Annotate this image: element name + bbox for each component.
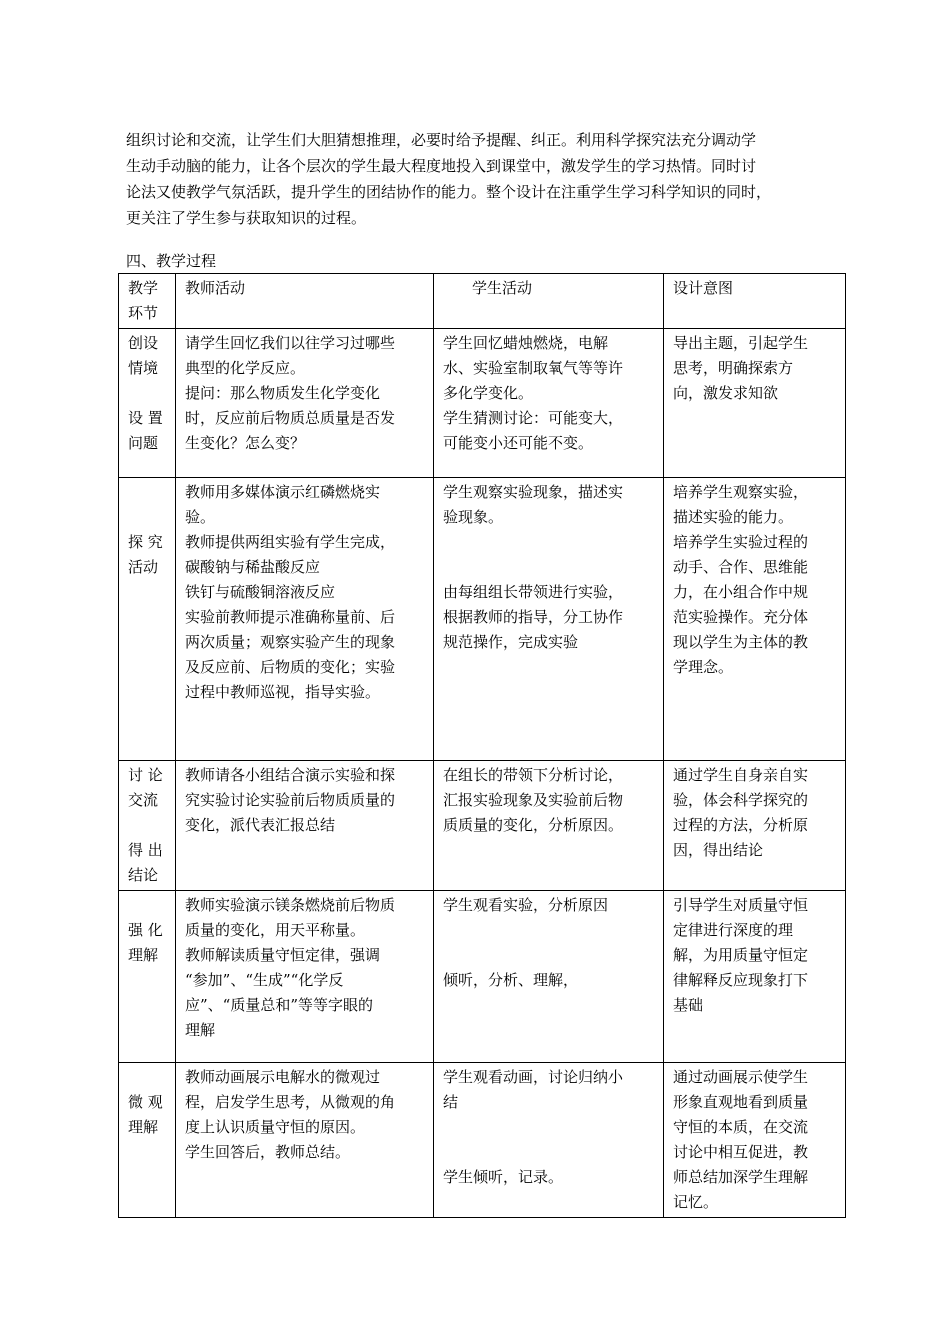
cell-teacher-activity-line: 度上认识质量守恒的原因。 — [185, 1118, 366, 1136]
table-row — [119, 329, 846, 478]
cell-teacher-activity-line: 铁钉与硫酸铜溶液反应 — [185, 583, 336, 601]
cell-teacher-activity-line: 究实验讨论实验前后物质质量的 — [185, 791, 396, 809]
cell-design-intent-line: 描述实验的能力。 — [673, 508, 794, 526]
cell-teacher-activity-line: 教师请各小组结合演示实验和探 — [185, 766, 396, 784]
cell-student-activity-line: 在组长的带领下分析讨论， — [443, 766, 624, 784]
cell-teacher-activity-line: 两次质量；观察实验产生的现象 — [185, 633, 396, 651]
cell-student-activity — [434, 891, 664, 1063]
cell-design-intent-line: 讨论中相互促进，教 — [673, 1143, 809, 1161]
cell-student-activity-line: 质质量的变化，分析原因。 — [443, 816, 624, 834]
cell-design-intent-line: 向，激发求知欲 — [673, 384, 779, 402]
cell-stage-line: 创设 — [128, 334, 159, 352]
cell-stage-line — [128, 1065, 166, 1090]
cell-teacher-activity-line: 请学生回忆我们以往学习过哪些 — [185, 334, 396, 352]
header-stage-line: 教学 — [128, 279, 159, 297]
cell-stage-line: 结论 — [128, 866, 159, 884]
cell-design-intent — [664, 478, 846, 761]
cell-student-activity-line — [443, 1115, 654, 1140]
cell-teacher-activity-line: 学生回答后，教师总结。 — [185, 1143, 351, 1161]
cell-stage-line: 问题 — [128, 434, 159, 452]
cell-teacher-activity — [176, 329, 434, 478]
cell-design-intent — [664, 1063, 846, 1218]
cell-teacher-activity-line: 提问：那么物质发生化学变化 — [185, 384, 381, 402]
cell-student-activity-line: 学生观看实验，分析原因 — [443, 896, 609, 914]
cell-student-activity-line: 根据教师的指导，分工协作 — [443, 608, 624, 626]
cell-stage-line: 理解 — [128, 946, 159, 964]
cell-student-activity-line: 由每组组长带领进行实验， — [443, 583, 624, 601]
cell-design-intent-line: 通过动画展示使学生 — [673, 1068, 809, 1086]
cell-stage-line: 探 究 — [128, 533, 163, 551]
intro-line: 论法又使教学气氛活跃，提升学生的团结协作的能力。整个设计在注重学生学习科学知识的同时， — [126, 183, 772, 201]
cell-student-activity-line — [443, 530, 654, 555]
cell-design-intent-line: 师总结加深学生理解 — [673, 1168, 809, 1186]
cell-student-activity-line: 汇报实验现象及实验前后物 — [443, 791, 624, 809]
cell-design-intent-line: 因，得出结论 — [673, 841, 764, 859]
table-row — [119, 891, 846, 1063]
cell-stage-line: 设 置 — [128, 409, 163, 427]
cell-teacher-activity-line: 理解 — [185, 1021, 216, 1039]
cell-student-activity-line: 规范操作，完成实验 — [443, 633, 579, 651]
cell-stage — [119, 329, 176, 478]
intro-paragraph — [126, 127, 848, 231]
cell-student-activity — [434, 761, 664, 891]
cell-stage-line: 活动 — [128, 558, 159, 576]
cell-stage — [119, 478, 176, 761]
cell-design-intent-line: 动手、合作、思维能 — [673, 558, 809, 576]
cell-stage — [119, 1063, 176, 1218]
header-student: 学生活动 — [434, 274, 664, 329]
cell-stage-line — [128, 813, 166, 838]
cell-design-intent — [664, 761, 846, 891]
cell-design-intent-line: 律解释反应现象打下 — [673, 971, 809, 989]
cell-teacher-activity-line: 应”、“质量总和”等等字眼的 — [185, 996, 374, 1014]
header-stage — [119, 274, 176, 329]
cell-student-activity-line: 可能变小还可能不变。 — [443, 434, 594, 452]
cell-student-activity-line: 学生猜测讨论：可能变大， — [443, 409, 624, 427]
cell-teacher-activity-line: 时，反应前后物质总质量是否发 — [185, 409, 396, 427]
cell-student-activity-line — [443, 555, 654, 580]
cell-teacher-activity-line: 典型的化学反应。 — [185, 359, 306, 377]
cell-student-activity-line: 学生倾听，记录。 — [443, 1168, 564, 1186]
cell-teacher-activity-line: 教师解读质量守恒定律，强调 — [185, 946, 381, 964]
cell-teacher-activity — [176, 1063, 434, 1218]
cell-stage-line: 情境 — [128, 359, 159, 377]
cell-design-intent-line: 记忆。 — [673, 1193, 719, 1211]
cell-teacher-activity-line: 过程中教师巡视，指导实验。 — [185, 683, 381, 701]
cell-teacher-activity-line: 教师实验演示镁条燃烧前后物质 — [185, 896, 396, 914]
cell-teacher-activity-line: 生变化？怎么变？ — [185, 434, 306, 452]
cell-design-intent-line: 力，在小组合作中规 — [673, 583, 809, 601]
cell-design-intent-line: 基础 — [673, 996, 704, 1014]
cell-student-activity-line — [443, 918, 654, 943]
cell-student-activity-line: 倾听，分析、理解， — [443, 971, 579, 989]
cell-student-activity — [434, 478, 664, 761]
cell-teacher-activity-line: 碳酸钠与稀盐酸反应 — [185, 558, 321, 576]
cell-design-intent-line: 范实验操作。充分体 — [673, 608, 809, 626]
cell-design-intent-line: 过程的方法，分析原 — [673, 816, 809, 834]
cell-teacher-activity-line: 教师提供两组实验有学生完成， — [185, 533, 396, 551]
cell-stage-line: 微 观 — [128, 1093, 163, 1111]
cell-student-activity-line: 结 — [443, 1093, 459, 1111]
cell-student-activity-line: 学生回忆蜡烛燃烧，电解 — [443, 334, 609, 352]
cell-stage-line — [128, 480, 166, 505]
table-row — [119, 1063, 846, 1218]
cell-design-intent-line: 现以学生为主体的教 — [673, 633, 809, 651]
cell-stage-line — [128, 893, 166, 918]
cell-stage — [119, 891, 176, 1063]
cell-teacher-activity-line: 及反应前、后物质的变化；实验 — [185, 658, 396, 676]
cell-student-activity-line: 水、实验室制取氧气等等许 — [443, 359, 624, 377]
cell-stage-line — [128, 381, 166, 406]
cell-design-intent-line: 培养学生实验过程的 — [673, 533, 809, 551]
header-intent: 设计意图 — [664, 274, 846, 329]
cell-design-intent-line: 定律进行深度的理 — [673, 921, 794, 939]
cell-design-intent-line: 验，体会科学探究的 — [673, 791, 809, 809]
cell-teacher-activity — [176, 761, 434, 891]
cell-stage-line: 理解 — [128, 1118, 159, 1136]
cell-stage-line — [128, 505, 166, 530]
header-stage-line: 环节 — [128, 304, 159, 322]
cell-teacher-activity-line: 变化，派代表汇报总结 — [185, 816, 336, 834]
cell-teacher-activity-line: 程，启发学生思考，从微观的角 — [185, 1093, 396, 1111]
cell-teacher-activity-line: 教师动画展示电解水的微观过 — [185, 1068, 381, 1086]
cell-teacher-activity-line: 验。 — [185, 508, 216, 526]
cell-student-activity — [434, 1063, 664, 1218]
section-heading: 四、教学过程 — [126, 252, 217, 270]
intro-line: 组织讨论和交流，让学生们大胆猜想推理，必要时给予提醒、纠正。利用科学探究法充分调动学 — [126, 131, 757, 149]
cell-student-activity-line: 验现象。 — [443, 508, 504, 526]
cell-design-intent-line: 守恒的本质，在交流 — [673, 1118, 809, 1136]
cell-design-intent-line: 形象直观地看到质量 — [673, 1093, 809, 1111]
intro-line: 生动手动脑的能力，让各个层次的学生最大程度地投入到课堂中，激发学生的学习热情。同时讨 — [126, 157, 757, 175]
cell-student-activity-line — [443, 943, 654, 968]
cell-teacher-activity-line: “参加”、“生成”“化学反 — [185, 971, 344, 989]
header-teacher: 教师活动 — [176, 274, 434, 329]
cell-student-activity-line: 学生观看动画，讨论归纳小 — [443, 1068, 624, 1086]
cell-stage-line: 讨 论 — [128, 766, 163, 784]
cell-stage-line: 得 出 — [128, 841, 163, 859]
cell-student-activity-line: 多化学变化。 — [443, 384, 534, 402]
cell-teacher-activity-line: 实验前教师提示准确称量前、后 — [185, 608, 396, 626]
cell-teacher-activity-line: 教师用多媒体演示红磷燃烧实 — [185, 483, 381, 501]
cell-design-intent-line: 学理念。 — [673, 658, 734, 676]
intro-line: 更关注了学生参与获取知识的过程。 — [126, 209, 367, 227]
teaching-process-table — [118, 273, 846, 1218]
cell-stage-line: 强 化 — [128, 921, 163, 939]
cell-stage-line: 交流 — [128, 791, 159, 809]
table-header-row — [119, 274, 846, 329]
cell-design-intent-line: 培养学生观察实验， — [673, 483, 809, 501]
cell-student-activity — [434, 329, 664, 478]
cell-design-intent — [664, 891, 846, 1063]
cell-student-activity-line: 学生观察实验现象，描述实 — [443, 483, 624, 501]
cell-design-intent — [664, 329, 846, 478]
cell-student-activity-line — [443, 1140, 654, 1165]
table-row — [119, 478, 846, 761]
cell-teacher-activity — [176, 891, 434, 1063]
cell-design-intent-line: 导出主题，引起学生 — [673, 334, 809, 352]
cell-design-intent-line: 引导学生对质量守恒 — [673, 896, 809, 914]
cell-design-intent-line: 通过学生自身亲自实 — [673, 766, 809, 784]
cell-teacher-activity — [176, 478, 434, 761]
cell-stage — [119, 761, 176, 891]
cell-design-intent-line: 思考，明确探索方 — [673, 359, 794, 377]
cell-design-intent-line: 解，为用质量守恒定 — [673, 946, 809, 964]
cell-teacher-activity-line: 质量的变化，用天平称量。 — [185, 921, 366, 939]
table-row — [119, 761, 846, 891]
